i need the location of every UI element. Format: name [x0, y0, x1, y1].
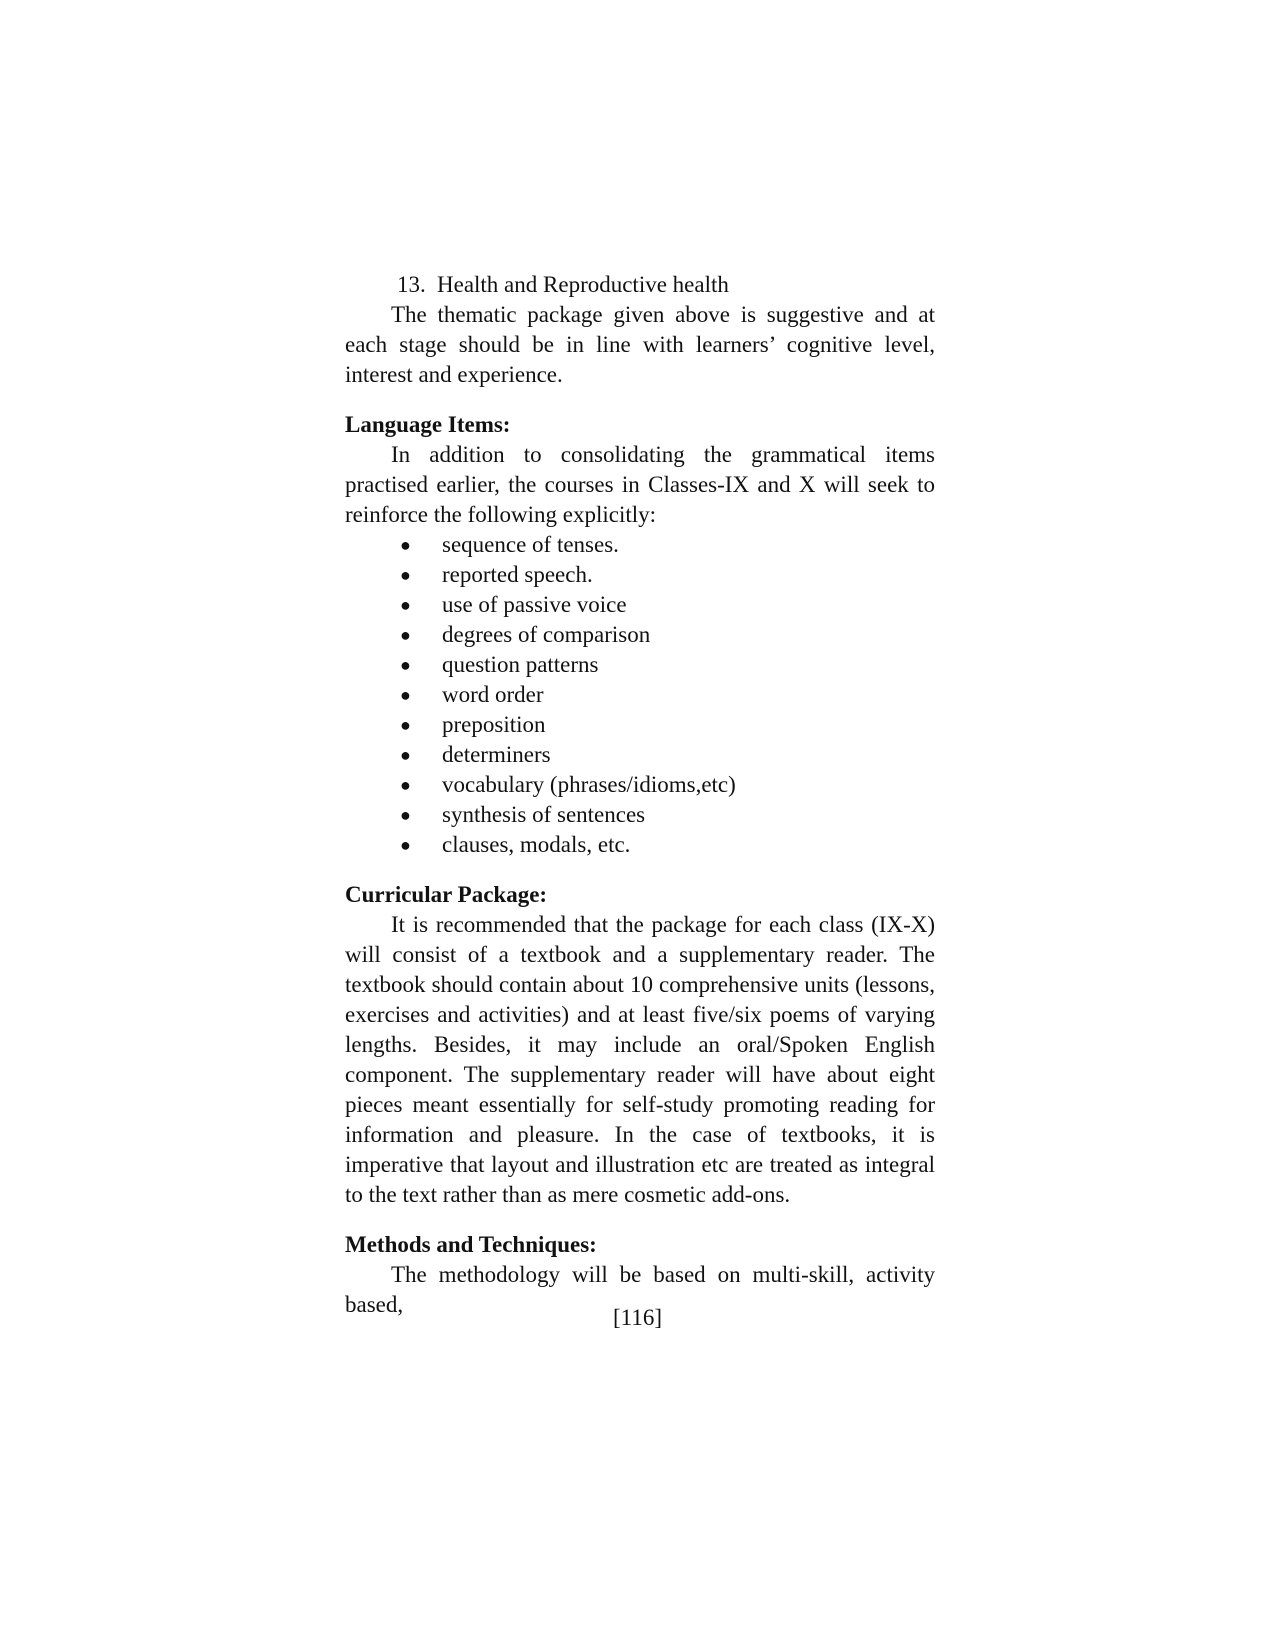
list-item-text: determiners	[442, 742, 551, 767]
bullet-icon: ●	[400, 715, 411, 735]
numbered-list-item	[397, 270, 935, 300]
list-item	[400, 740, 935, 770]
intro-paragraph: The thematic package given above is suggestive and at each stage should be in line with learners’ cognitive level, interest and experience.	[345, 302, 935, 387]
list-item-text: degrees of comparison	[442, 622, 651, 647]
list-item	[400, 770, 935, 800]
bullet-icon: ●	[400, 835, 411, 855]
list-item	[400, 620, 935, 650]
bullet-icon: ●	[400, 625, 411, 645]
item-number: 13.	[397, 272, 426, 297]
curricular-package-paragraph: It is recommended that the package for each class (IX-X) will consist of a textbook and a supplementary reader. The textbook should contain about 10 comprehensive units (lessons, exercises and activities) and at least five/six poems of varying lengths. Besides, it may include an oral/Spoken English component. The supplementary reader will have about eight pieces meant essentially for self-study promoting reading for information and pleasure. In the case of textbooks, it is imperative that layout and illustration etc are treated as integral to the text rather than as mere cosmetic add-ons.	[345, 912, 935, 1207]
list-item	[400, 680, 935, 710]
page-number: [116]	[613, 1305, 662, 1330]
bullet-icon: ●	[400, 565, 411, 585]
list-item-text: question patterns	[442, 652, 599, 677]
list-item	[400, 830, 935, 860]
list-item	[400, 530, 935, 560]
language-items-paragraph: In addition to consolidating the grammatical items practised earlier, the courses in Classes-IX and X will seek to reinforce the following explicitly:	[345, 442, 935, 527]
bullet-icon: ●	[400, 745, 411, 765]
item-text: Health and Reproductive health	[437, 272, 729, 297]
list-item-text: reported speech.	[442, 562, 593, 587]
curricular-package-heading: Curricular Package:	[345, 882, 548, 907]
list-item	[400, 800, 935, 830]
methods-heading: Methods and Techniques:	[345, 1232, 597, 1257]
bullet-icon: ●	[400, 655, 411, 675]
bullet-icon: ●	[400, 595, 411, 615]
list-item	[400, 650, 935, 680]
list-item-text: vocabulary (phrases/idioms,etc)	[442, 772, 736, 797]
language-items-list	[345, 530, 935, 860]
list-item-text: sequence of tenses.	[442, 532, 619, 557]
list-item	[400, 710, 935, 740]
list-item-text: preposition	[442, 712, 546, 737]
bullet-icon: ●	[400, 535, 411, 555]
page-content	[345, 270, 935, 1320]
list-item-text: synthesis of sentences	[442, 802, 646, 827]
list-item	[400, 590, 935, 620]
list-item-text: clauses, modals, etc.	[442, 832, 631, 857]
methods-paragraph: The methodology will be based on multi-skill, activity based,	[345, 1262, 935, 1317]
bullet-icon: ●	[400, 685, 411, 705]
bullet-icon: ●	[400, 775, 411, 795]
list-item	[400, 560, 935, 590]
list-item-text: word order	[442, 682, 544, 707]
bullet-icon: ●	[400, 805, 411, 825]
list-item-text: use of passive voice	[442, 592, 627, 617]
language-items-heading: Language Items:	[345, 412, 511, 437]
